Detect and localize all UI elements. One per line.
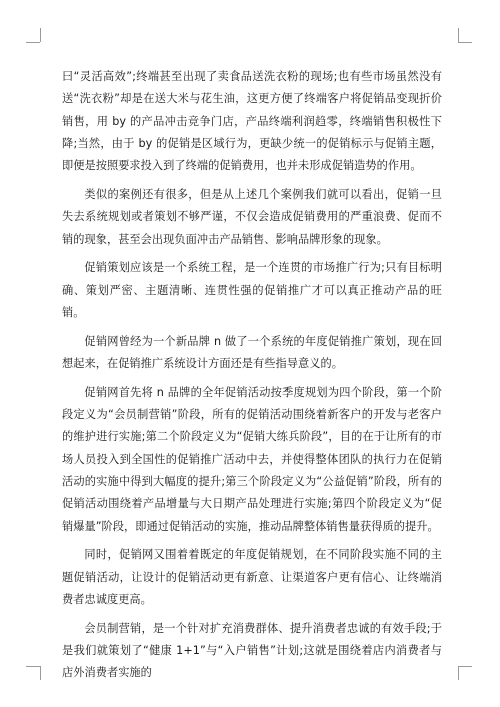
paragraph-3: 促销策划应该是一个系统工程，是一个连贯的市场推广行为;只有目标明确、策划严密、主题清晰、连贯性强的促销推广才可以真正推动产品的旺销。	[62, 261, 442, 319]
paragraph-4: 促销网曾经为一个新品牌 n 做了一个系统的年度促销推广策划，现在回想起来，在促销推广系统设计方面还是有些指导意义的。	[62, 334, 442, 371]
paragraph-5: 促销网首先将 n 品牌的全年促销活动按季度规划为四个阶段，第一个阶段定义为“会员制营销”阶段，所有的促销活动围绕着新客户的开发与老客户的维护进行实施;第二个阶段定义为“促销大练兵阶段”，目的在于让所有的市场人员投入到全国性的促销推广活动中去，并使得整体团队的执行力在促销活动的实施中得到大幅度的提升;第三个阶段定义为“公益促销”阶段，所有的促销活动围绕着产品增量与大日期产品处理进行实施;第四个阶段定义为“促销爆量”阶段，即通过促销活动的实施，推动品牌整体销售量获得质的提升。	[62, 385, 442, 533]
paragraph-1: 曰“灵活高效”;终端甚至出现了卖食品送洗衣粉的现场;也有些市场虽然没有送“洗衣粉”却是在送大米与花生油，这更方便了终端客户将促销品变现折价销售，用 by 的产品冲击竞争门店，产品终端利润趋零，终端销售积极性下降;当然，由于 by 的促销是区域行为，更缺少统一的促销标示与促销主题，即便是按照要求投入到了终端的促销费用，也并未形成促销造势的作用。	[62, 70, 442, 173]
document-body	[62, 66, 442, 691]
paragraph-7: 会员制营销，是一个针对扩充消费群体、提升消费者忠诚的有效手段;于是我们就策划了“健康 1+1”与“入户销售”计划;这就是围绕着店内消费者与店外消费者实施的	[62, 621, 442, 680]
paragraph-6: 同时，促销网又围着着既定的年度促销规划，在不同阶段实施不同的主题促销活动，让设计的促销活动更有新意、让渠道客户更有信心、让终端消费者忠诚度更高。	[62, 548, 442, 607]
paragraph-2: 类似的案例还有很多，但是从上述几个案例我们就可以看出，促销一旦失去系统规划或者策划不够严谨，不仅会造成促销费用的严重浪费、促而不销的现象，甚至会出现负面冲击产品销售、影响品牌形象的现象。	[62, 187, 442, 246]
